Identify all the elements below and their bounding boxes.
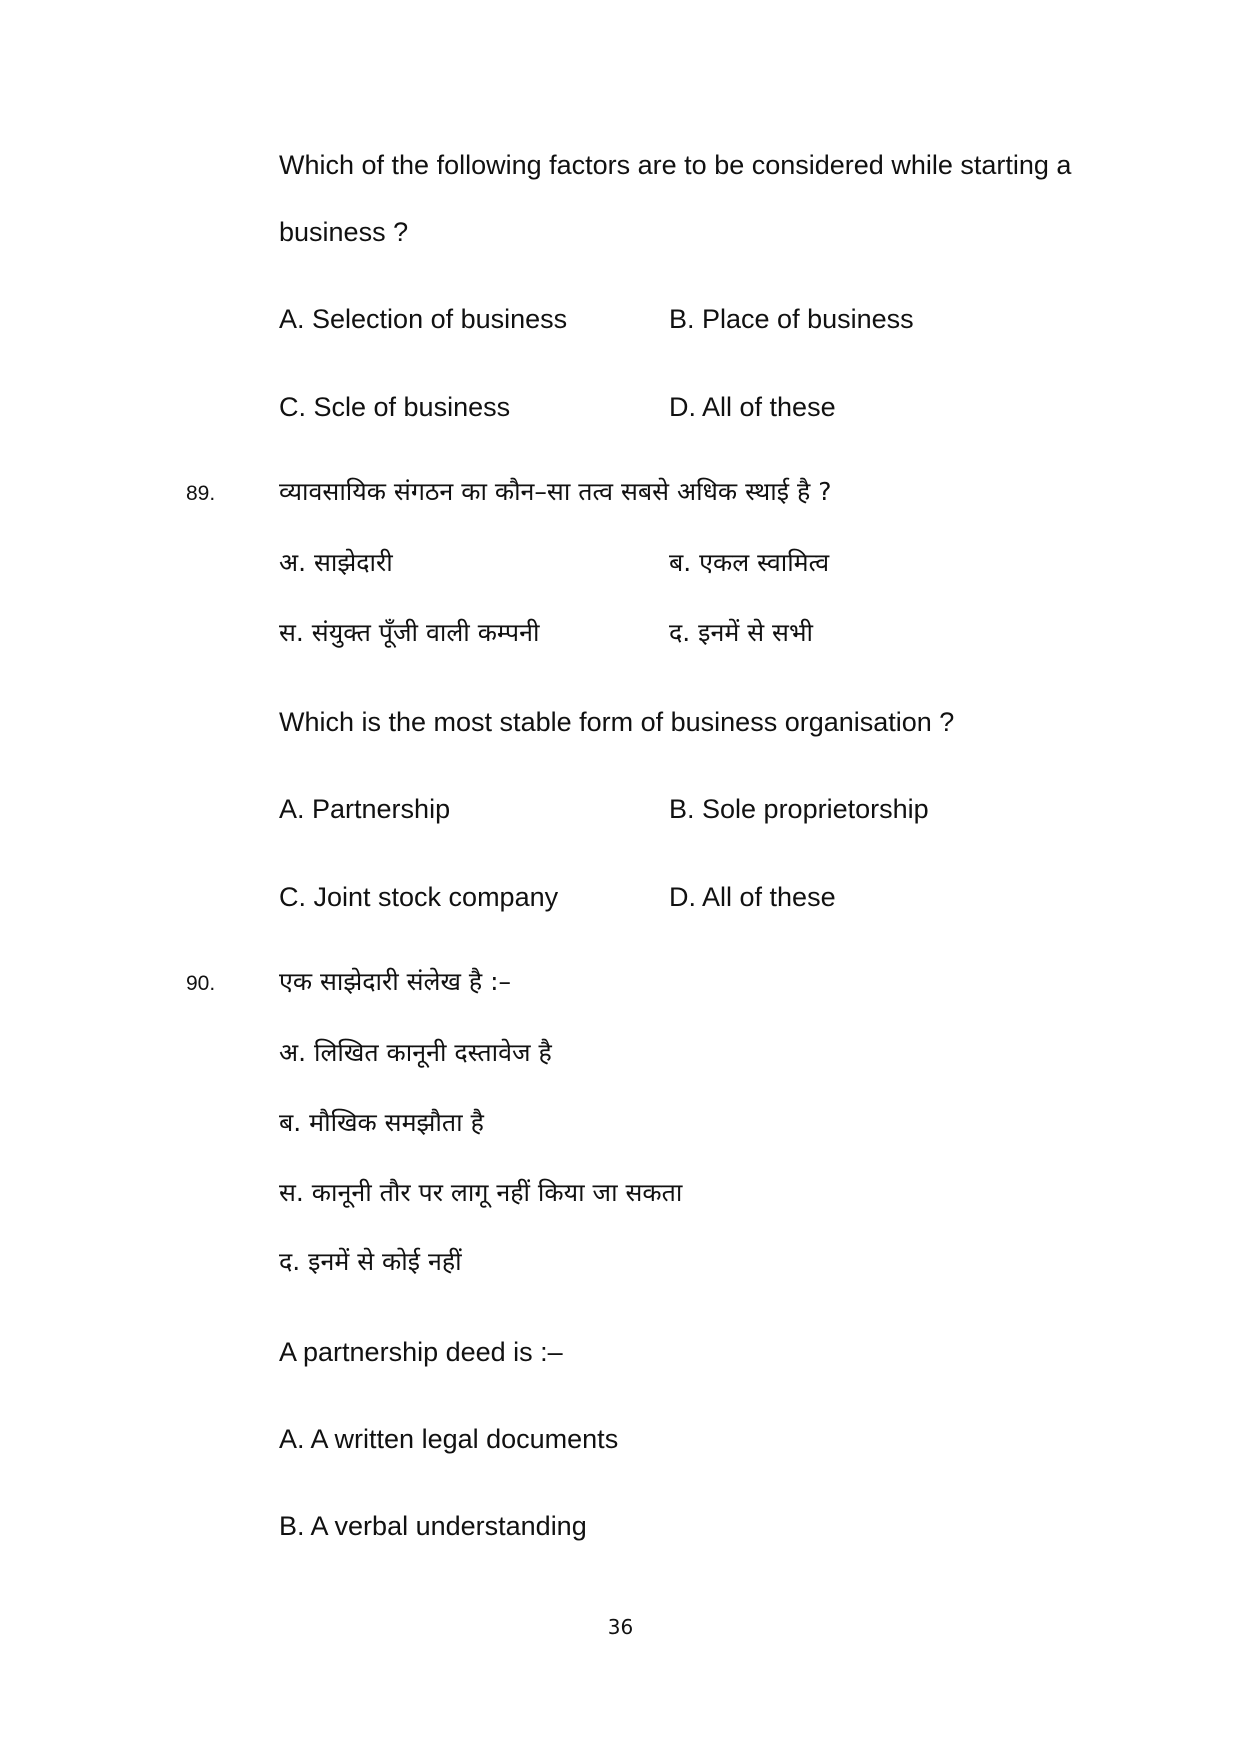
q90-hindi-option-c: स. कानूनी तौर पर लागू नहीं किया जा सकता (279, 1178, 683, 1207)
q90-english-question: A partnership deed is :– (279, 1337, 563, 1367)
q90-hindi-question: एक साझेदारी संलेख है :– (279, 967, 512, 996)
q88-question-line2: business ? (279, 217, 409, 247)
q88-option-d: D. All of these (669, 392, 836, 422)
q90-hindi-option-b: ब. मौखिक समझौता है (279, 1108, 484, 1137)
q90-english-option-b: B. A verbal understanding (279, 1511, 587, 1541)
q89-hindi-option-d: द. इनमें से सभी (669, 618, 814, 647)
q89-english-option-c: C. Joint stock company (279, 882, 559, 912)
q88-option-c: C. Scle of business (279, 392, 511, 422)
q89-english-question: Which is the most stable form of business organisation ? (279, 707, 955, 737)
q89-hindi-option-a: अ. साझेदारी (279, 548, 393, 577)
q88-option-a: A. Selection of business (279, 304, 568, 334)
q90-hindi-option-a: अ. लिखित कानूनी दस्तावेज है (279, 1038, 552, 1067)
q89-hindi-question: व्यावसायिक संगठन का कौन–सा तत्व सबसे अधिक स्थाई है ? (279, 477, 832, 506)
q89-english-option-a: A. Partnership (279, 794, 451, 824)
page-number: 36 (607, 1615, 634, 1639)
q89-number: 89. (186, 482, 216, 505)
q89-english-option-b: B. Sole proprietorship (669, 794, 929, 824)
q90-hindi-option-d: द. इनमें से कोई नहीं (279, 1247, 462, 1276)
q89-hindi-option-b: ब. एकल स्वामित्व (669, 548, 830, 577)
q88-option-b: B. Place of business (669, 304, 914, 334)
q89-hindi-option-c: स. संयुक्त पूँजी वाली कम्पनी (279, 618, 540, 647)
q88-question-line1: Which of the following factors are to be considered while starting a (279, 150, 1072, 180)
q90-english-option-a: A. A written legal documents (279, 1424, 619, 1454)
q90-number: 90. (186, 972, 216, 995)
q89-english-option-d: D. All of these (669, 882, 836, 912)
